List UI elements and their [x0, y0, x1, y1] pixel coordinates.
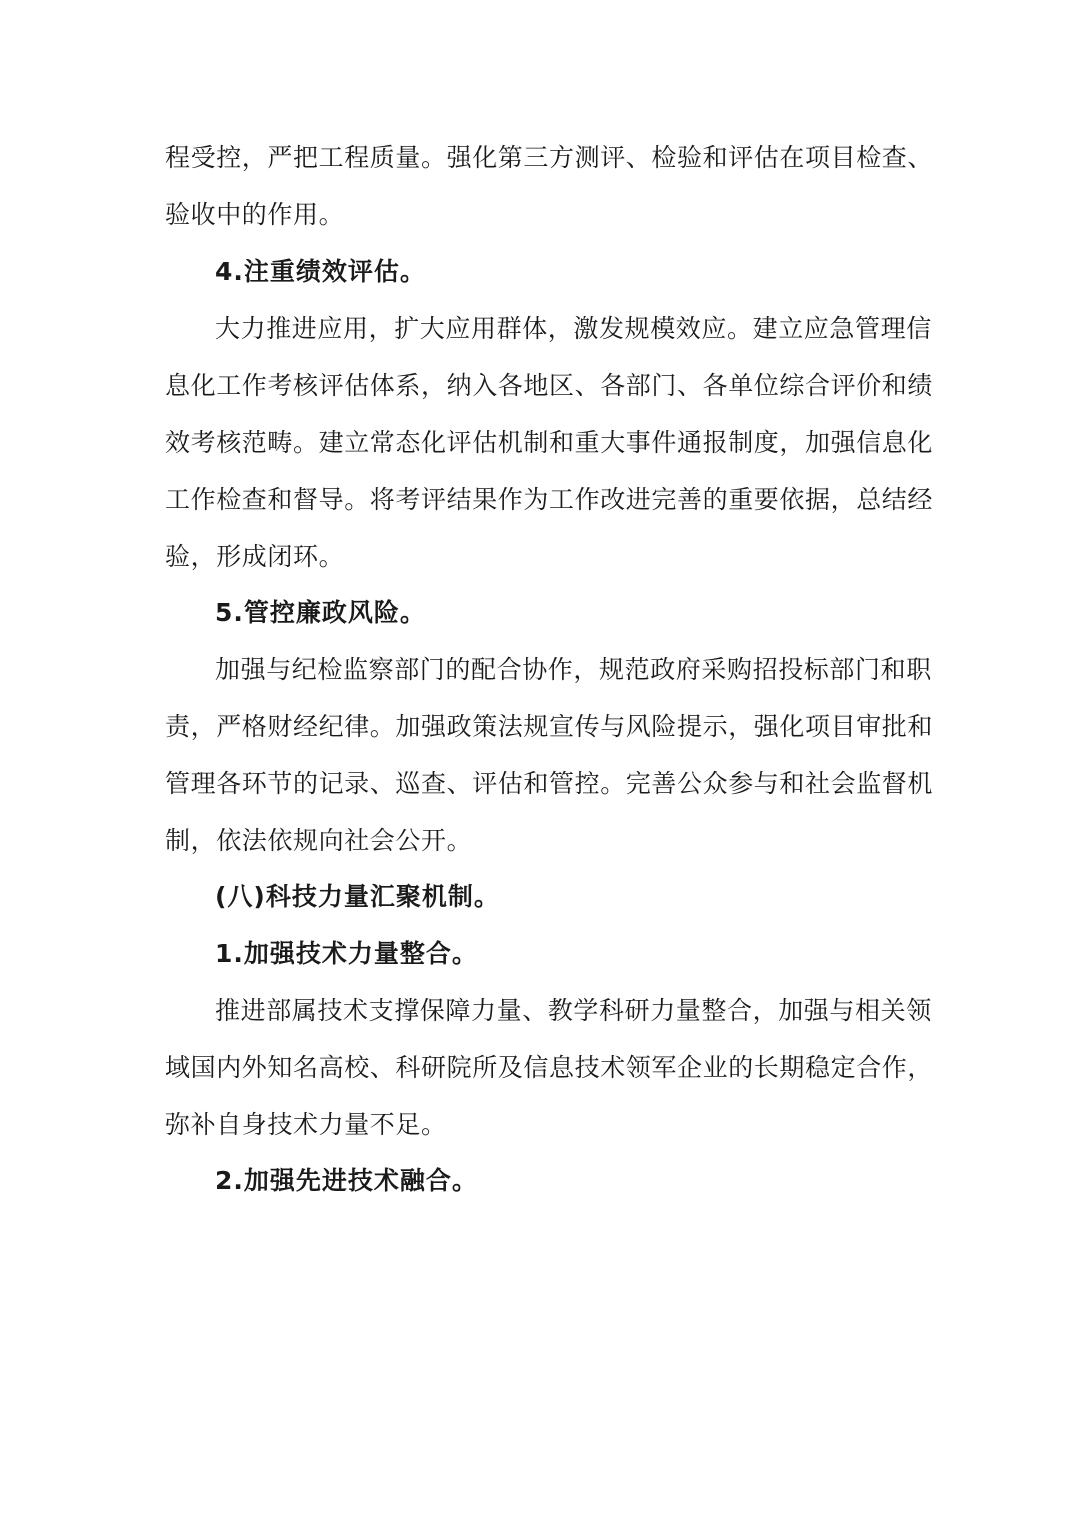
section-heading: 1.加强技术力量整合。 [215, 939, 478, 968]
body-line: 域国内外知名高校、科研院所及信息技术领军企业的长期稳定合作， [165, 1053, 934, 1082]
body-line: 加强与纪检监察部门的配合协作，规范政府采购招投标部门和职 [215, 655, 932, 684]
body-line: 弥补自身技术力量不足。 [165, 1110, 447, 1139]
section-heading: 2.加强先进技术融合。 [215, 1166, 478, 1195]
body-line: 验，形成闭环。 [165, 542, 345, 571]
body-line: 制，依法依规向社会公开。 [165, 826, 473, 855]
body-line: 工作检查和督导。将考评结果作为工作改进完善的重要依据，总结经 [165, 485, 934, 514]
section-heading: 5.管控廉政风险。 [215, 598, 426, 627]
body-line: 推进部属技术支撑保障力量、教学科研力量整合，加强与相关领 [215, 996, 932, 1025]
body-line: 管理各环节的记录、巡查、评估和管控。完善公众参与和社会监督机 [165, 769, 934, 798]
body-line: 责，严格财经纪律。加强政策法规宣传与风险提示，强化项目审批和 [165, 712, 934, 741]
section-heading: (八)科技力量汇聚机制。 [215, 882, 500, 911]
body-line: 效考核范畴。建立常态化评估机制和重大事件通报制度，加强信息化 [165, 428, 934, 457]
body-line: 验收中的作用。 [165, 200, 345, 229]
section-heading: 4.注重绩效评估。 [215, 257, 426, 286]
body-line: 大力推进应用，扩大应用群体，激发规模效应。建立应急管理信 [215, 314, 932, 343]
body-line: 程受控，严把工程质量。强化第三方测评、检验和评估在项目检查、 [165, 143, 934, 172]
body-line: 息化工作考核评估体系，纳入各地区、各部门、各单位综合评价和绩 [165, 371, 934, 400]
